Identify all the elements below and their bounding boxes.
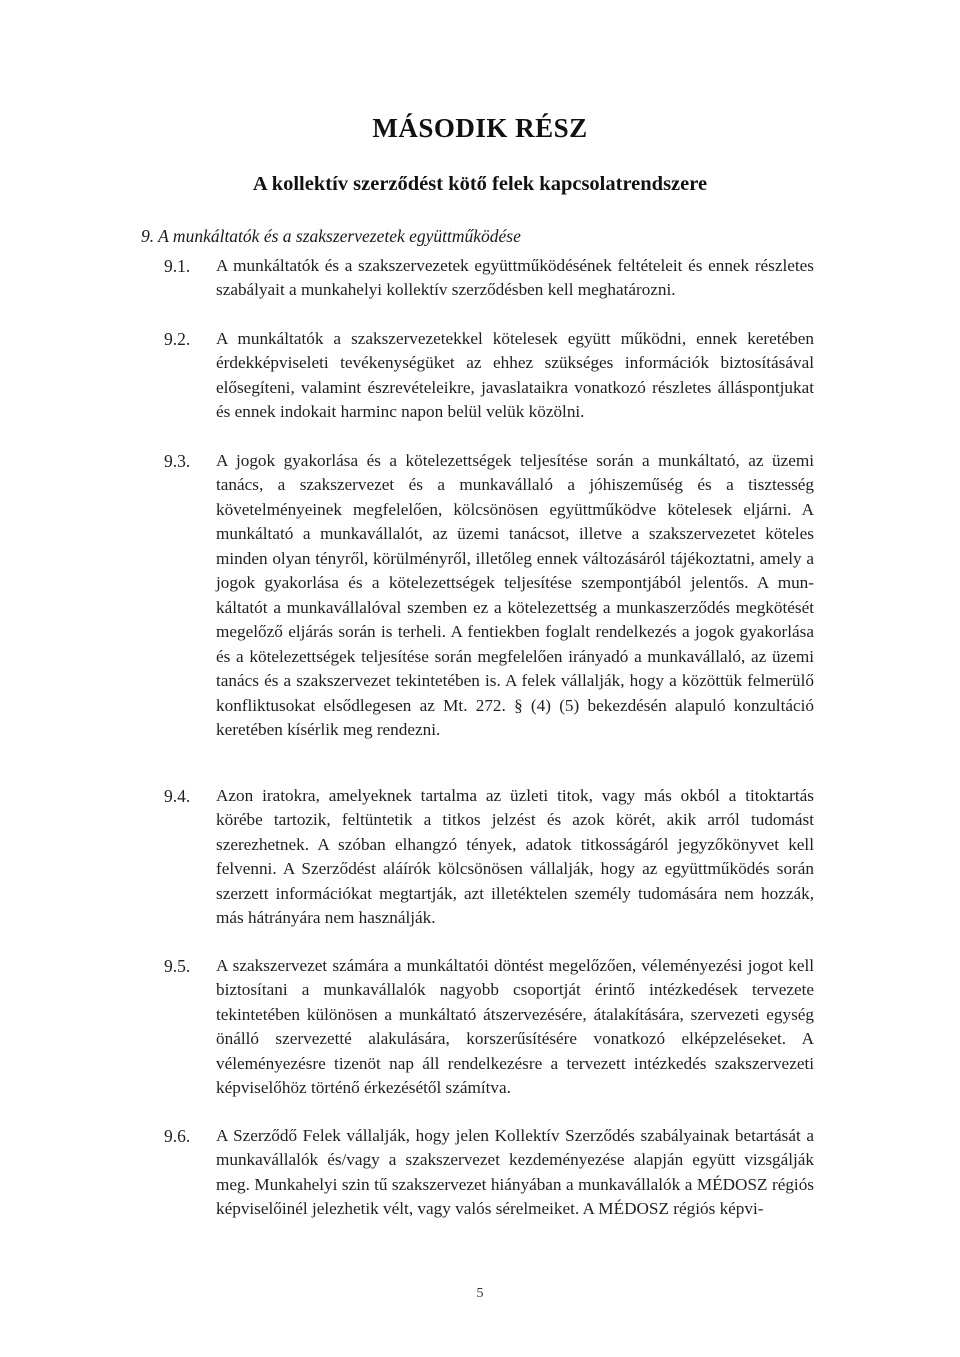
section-heading: 9. A munkáltatók és a szakszervezetek együttműködése	[141, 226, 521, 246]
paragraph-number: 9.1.	[164, 256, 191, 276]
paragraph-number: 9.3.	[164, 451, 191, 471]
paragraph-text: A munkáltatók és a szakszervezetek együttműködésének feltételeit és ennek részletes szabályait a munkahelyi kollektív szerződésben kell meghatározni.	[216, 256, 814, 300]
paragraph-text: A munkáltatók a szakszervezetekkel kötelesek együtt működni, ennek keretében érdekképviseleti tevékenységüket az ehhez szükséges információk biztosításával elősegíteni, valamint észrevételeikre, javaslataikra vonatkozó részletes álláspontjukat és ennek indokait harminc napon belül velük közölni.	[216, 329, 814, 422]
paragraph-number: 9.6.	[164, 1126, 191, 1146]
paragraph-text: Azon iratokra, amelyeknek tartalma az üzleti titok, vagy más okból a titoktartás körébe tartozik, feltüntetik a titkos jelzést és azok körét, akik arról tudomást szerezhetnek. A szóban elhangzó tények, adatok titkosságáról jegyzőkönyvet kell felvenni. A Szerződést aláírók kölcsönösen vállalják, hogy az együttműködés során szerzett információkat megtartják, azt illetéktelen személy tudomására nem hozzák, más hátrányára nem használják.	[216, 786, 814, 928]
paragraph-text: A jogok gyakorlása és a kötelezettségek teljesítése során a munkáltató, az üzemi tanács, a szakszervezet és a munkavállaló a jóhiszeműség és a tisztesség követelményeinek megfelelően, kölcsönösen együttműködve kötelesek eljárni. A munkáltató a munkavállalót, az üzemi tanácsot, illetve a szakszervezetet köteles minden olyan tényről, körülményről, illetőleg ennek változásáról tájékoztatni, amely a jogok gyakorlása és a kötelezettségek teljesítése szempontjából jelentős. A munkáltatót a munkavállalóval szemben ez a kötelezettség a munkaszerződés megkötését megelőző eljárás során is terheli. A fentiekben foglalt rendelkezés a jogok gyakorlása és a kötelezettségek teljesítése során megfelelően irányadó a munkavállaló, az üzemi tanács és a szakszervezet tekintetében is. A felek vállalják, hogy a közöttük felmerülő konfliktusokat elsődlegesen az Mt. 272. § (4) (5) bekezdésén alapuló konzultáció keretében kísérlik meg rendezni.	[216, 451, 814, 739]
page-number: 5	[476, 1286, 484, 1301]
part-title: MÁSODIK RÉSZ	[372, 113, 588, 143]
paragraph-text: A Szerződő Felek vállalják, hogy jelen Kollektív Szerződés szabályainak betartását a munkavállalók és/vagy a szakszervezet kezdeményezése alapján együtt vizsgálják meg. Munkahelyi szin tű szakszervezet hiányában a munkavállalók a MÉDOSZ régiós képviselőinél jelezhetik vélt, vagy valós sérelmeiket. A MÉDOSZ régiós képvi-	[216, 1126, 814, 1219]
paragraph-text: A szakszervezet számára a munkáltatói döntést megelőzően, véleményezési jogot kell biztosítani a munkavállalók nagyobb csoportját érintő intézkedések tervezete tekintetében különösen a munkáltató átszervezésére, átalakítására, szervezeti egység önálló szervezetté alakulására, korszerűsítésére vonatkozó elképzeléseket. A véleményezésre tizenöt nap áll rendelkezésre a tervezett intézkedés szakszervezeti képviselőhöz történő érkezésétől számítva.	[216, 956, 814, 1098]
paragraph-number: 9.2.	[164, 329, 191, 349]
paragraph-number: 9.4.	[164, 786, 191, 806]
chapter-subtitle: A kollektív szerződést kötő felek kapcsolatrendszere	[252, 173, 708, 195]
paragraph-number: 9.5.	[164, 956, 191, 976]
